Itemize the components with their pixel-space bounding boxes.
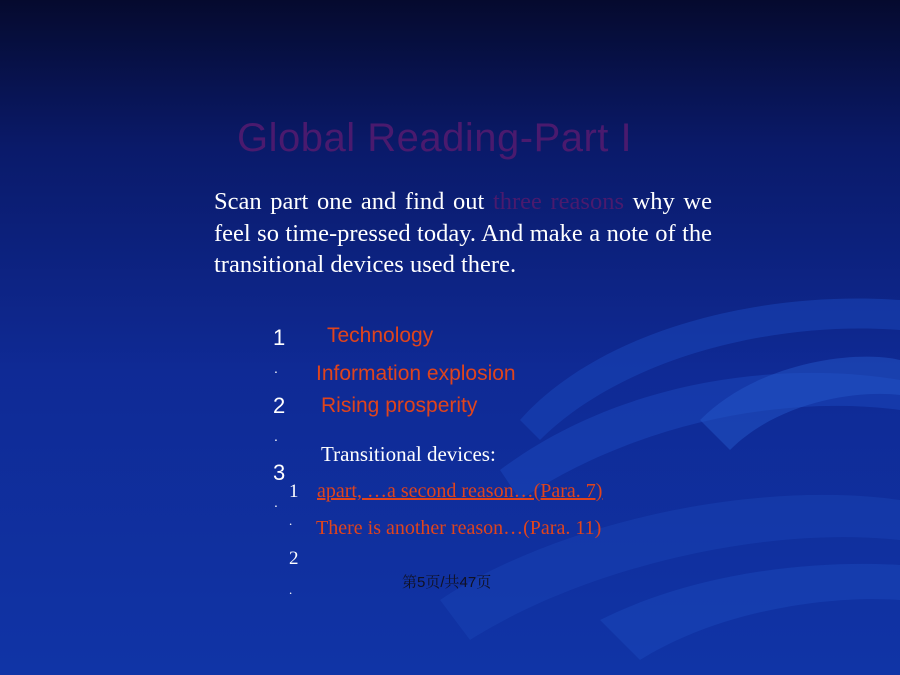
instruction-text-end: why we feel so time-pressed today. And make a note of the transitional devices used there. — [214, 188, 712, 278]
instruction-paragraph — [214, 186, 712, 281]
reason-dot-2: . — [274, 428, 278, 444]
instruction-text-start: Scan part one and find out — [214, 188, 493, 215]
device-apart-second-reason: apart, …a second reason…(Para. 7) — [317, 480, 603, 502]
page-indicator: 第5页/共47页 — [402, 574, 492, 591]
reason-number-2: 2 — [273, 393, 286, 418]
reason-dot-3: . — [274, 494, 278, 510]
reason-dot-1: . — [274, 360, 278, 376]
device-number-2: 2 — [289, 548, 299, 569]
slide-title: Global Reading-Part I — [237, 116, 633, 160]
instruction-highlight: three reasons — [492, 188, 624, 215]
reason-information-explosion: Information explosion — [316, 362, 516, 385]
reason-technology: Technology — [327, 324, 434, 347]
reason-number-1: 1 — [273, 325, 286, 350]
device-another-reason: There is another reason…(Para. 11) — [316, 517, 602, 539]
device-dot-2: . — [289, 582, 293, 597]
reason-number-3: 3 — [273, 460, 286, 485]
transitional-devices-heading: Transitional devices: — [321, 442, 496, 466]
reason-rising-prosperity: Rising prosperity — [321, 394, 478, 417]
device-number-1: 1 — [289, 481, 299, 502]
device-dot-1: . — [289, 513, 293, 528]
